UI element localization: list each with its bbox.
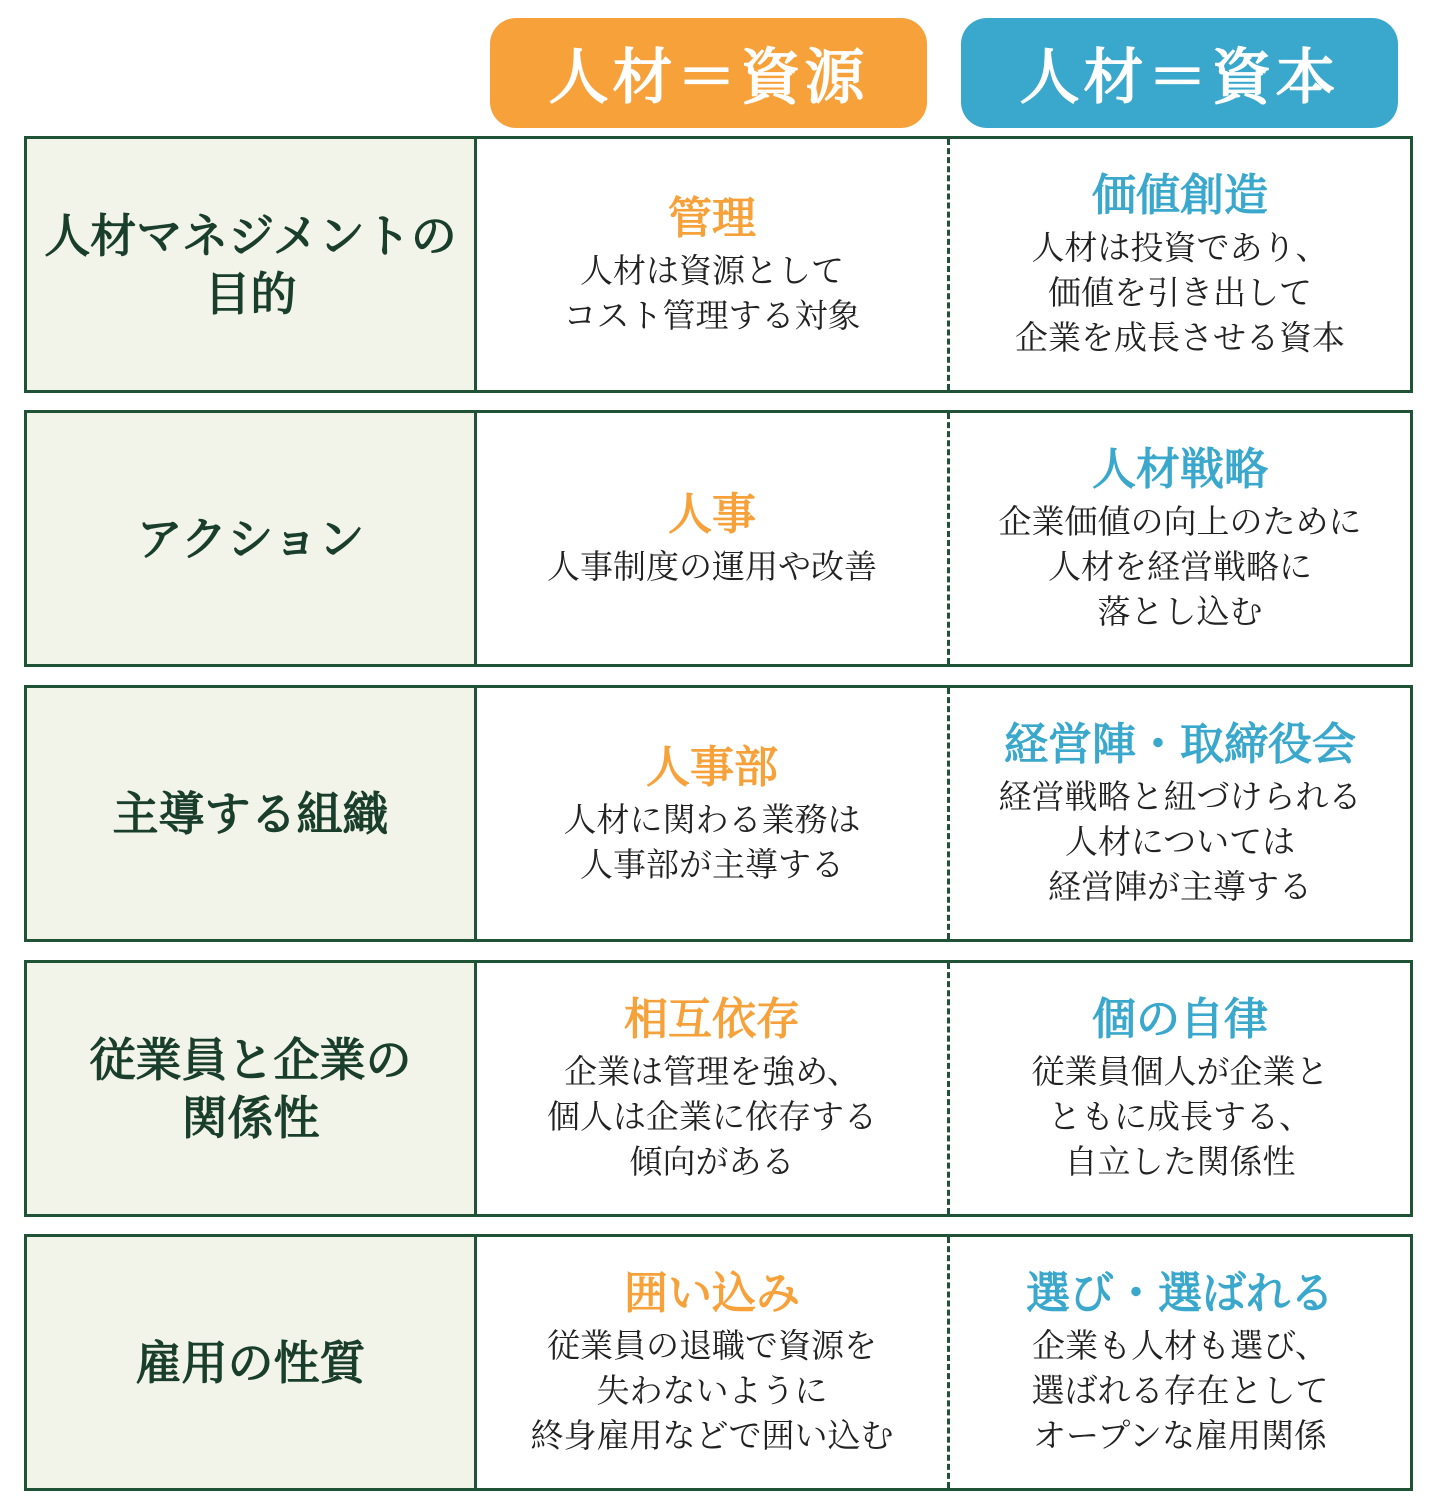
- capital-cell: [950, 688, 1410, 939]
- capital-description: 企業も人材も選び、 選ばれる存在として オープンな雇用関係: [1031, 1326, 1329, 1455]
- resource-cell: [477, 1237, 950, 1488]
- resource-description: 従業員の退職で資源を 失わないように 終身雇用などで囲い込む: [530, 1326, 894, 1455]
- capital-description: 企業価値の向上のために 人材を経営戦略に 落とし込む: [998, 502, 1362, 631]
- resource-cell: [477, 688, 950, 939]
- row-organization: [24, 685, 1413, 942]
- capital-keyword: 価値創造: [1092, 170, 1268, 221]
- category-label: 従業員と企業の 関係性: [89, 1032, 412, 1145]
- header-capital: 人材＝資本: [961, 18, 1398, 128]
- resource-cell: [477, 963, 950, 1214]
- row-relationship: [24, 960, 1413, 1217]
- capital-cell: [950, 963, 1410, 1214]
- capital-keyword: 選び・選ばれる: [1026, 1268, 1334, 1319]
- resource-description: 人材は資源として コスト管理する対象: [563, 250, 861, 335]
- category-label: アクション: [136, 511, 365, 566]
- resource-cell: [477, 413, 950, 664]
- category-cell: [27, 139, 477, 390]
- capital-cell: [950, 413, 1410, 664]
- category-label: 人材マネジメントの 目的: [44, 208, 457, 321]
- resource-keyword: 人事: [668, 489, 756, 540]
- resource-keyword: 人事部: [646, 741, 778, 793]
- resource-keyword: 相互依存: [624, 994, 800, 1045]
- resource-description: 企業は管理を強め、 個人は企業に依存する 傾向がある: [547, 1052, 877, 1181]
- resource-keyword: 囲い込み: [624, 1268, 800, 1319]
- capital-description: 従業員個人が企業と ともに成長する、 自立した関係性: [1031, 1052, 1329, 1181]
- resource-keyword: 管理: [668, 192, 756, 244]
- capital-cell: [950, 139, 1410, 390]
- capital-keyword: 個の自律: [1092, 994, 1268, 1045]
- header-resource: 人材＝資源: [490, 18, 927, 128]
- category-cell: [27, 1237, 477, 1488]
- category-cell: [27, 688, 477, 939]
- row-purpose: [24, 136, 1413, 393]
- category-label: 雇用の性質: [135, 1335, 366, 1390]
- capital-keyword: 人材戦略: [1092, 444, 1268, 495]
- category-cell: [27, 963, 477, 1214]
- capital-description: 経営戦略と紐づけられる 人材については 経営陣が主導する: [998, 777, 1362, 906]
- category-cell: [27, 413, 477, 664]
- resource-description: 人事制度の運用や改善: [547, 547, 877, 586]
- capital-description: 人材は投資であり、 価値を引き出して 企業を成長させる資本: [1015, 228, 1345, 357]
- capital-keyword: 経営陣・取締役会: [1004, 719, 1356, 770]
- capital-cell: [950, 1237, 1410, 1488]
- row-action: [24, 410, 1413, 667]
- resource-cell: [477, 139, 950, 390]
- resource-description: 人材に関わる業務は 人事部が主導する: [563, 799, 861, 884]
- category-label: 主導する組織: [112, 786, 389, 841]
- row-employment: [24, 1234, 1413, 1491]
